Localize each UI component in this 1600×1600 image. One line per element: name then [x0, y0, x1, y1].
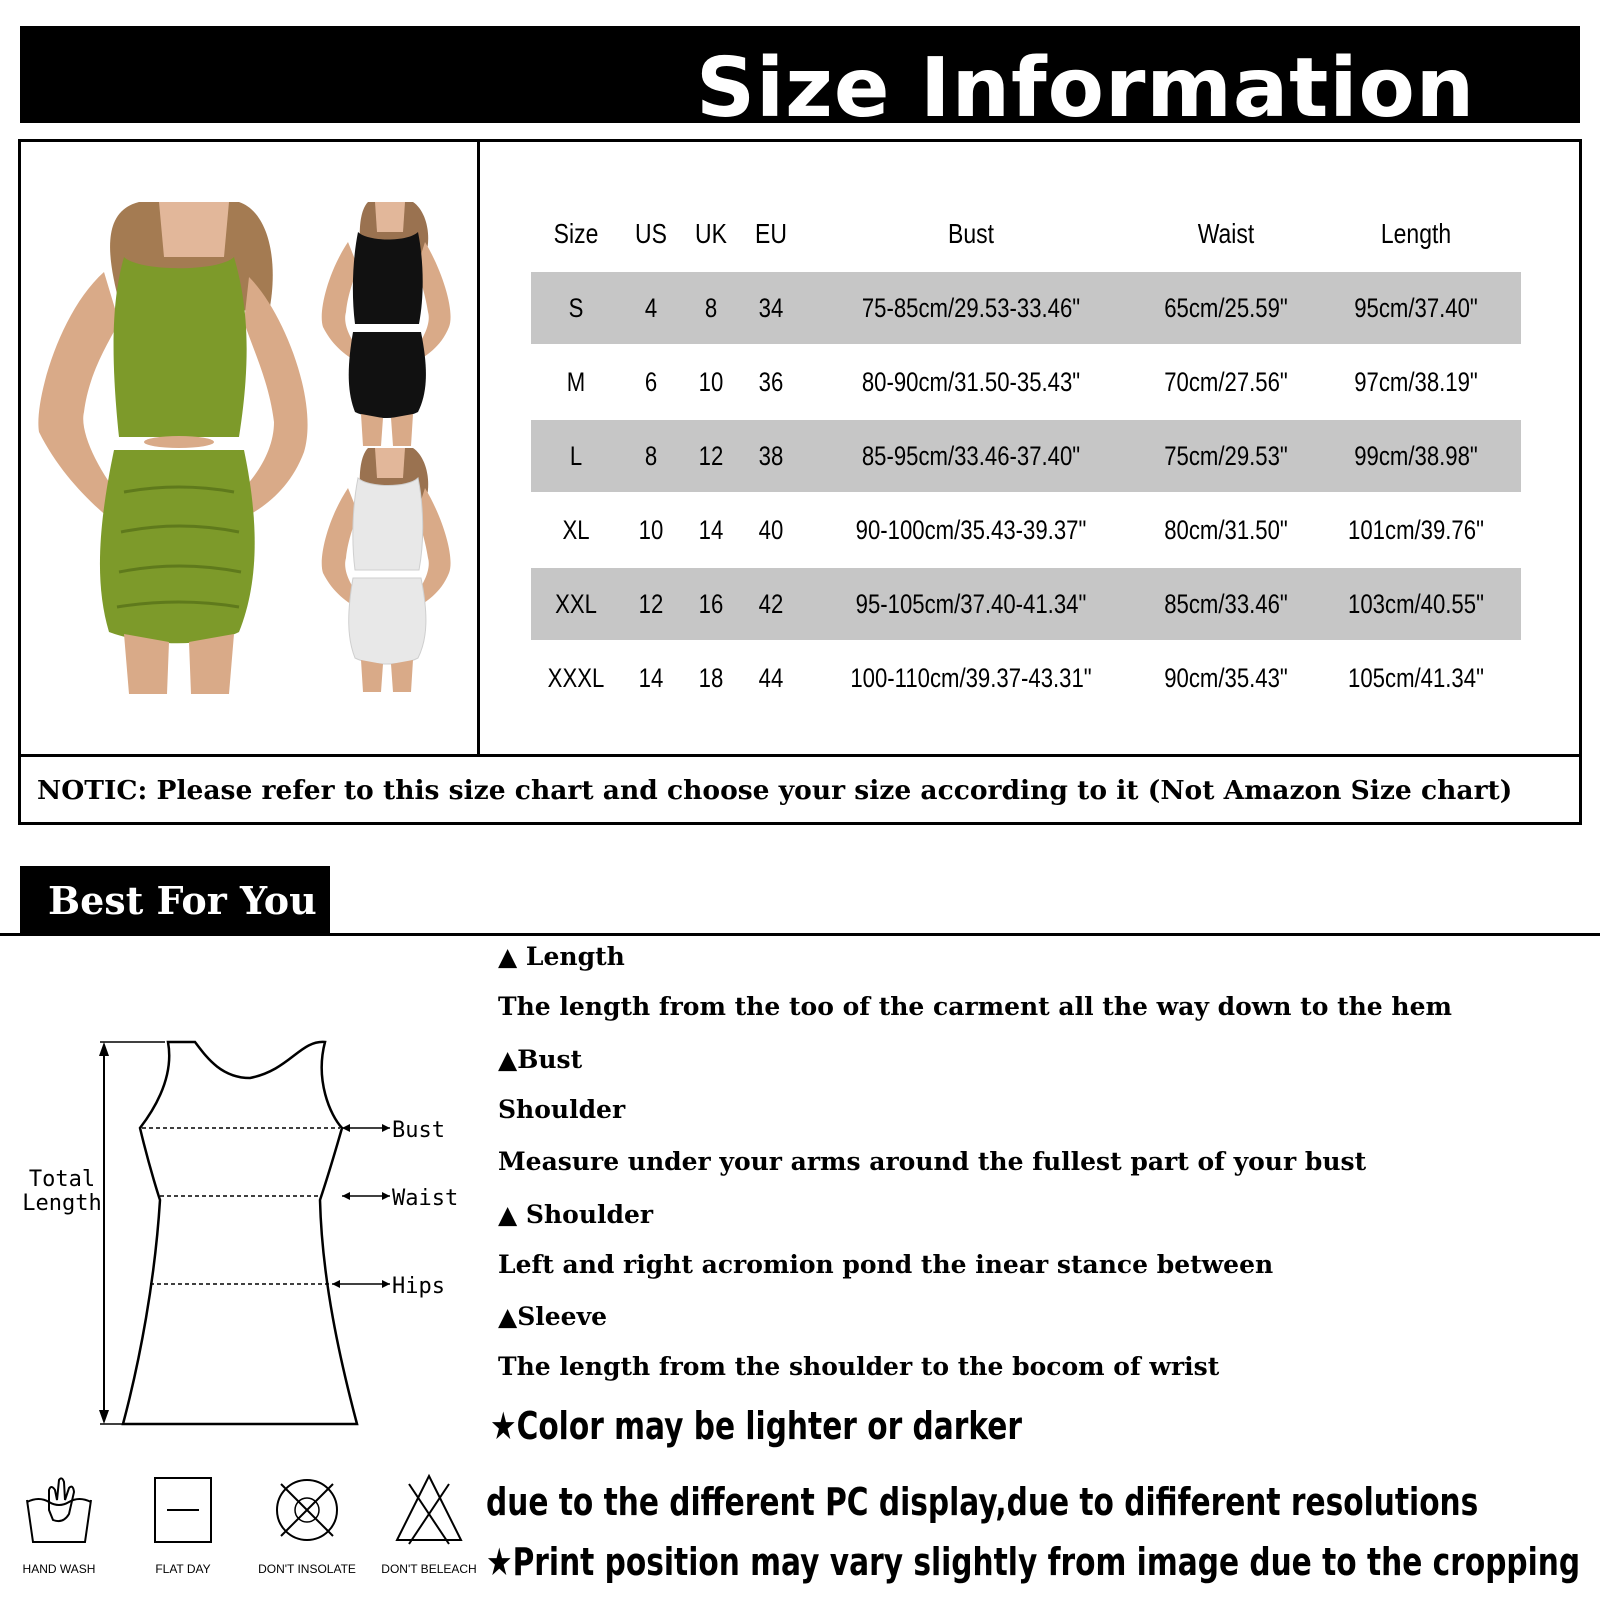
- best-for-you-title: Best For You: [48, 878, 317, 923]
- table-cell: 65cm/25.59": [1164, 293, 1288, 323]
- table-cell: 95cm/37.40": [1354, 293, 1478, 323]
- flat-dry-icon: [143, 1470, 223, 1550]
- table-cell: 4: [644, 293, 658, 323]
- table-row: [531, 494, 1521, 566]
- dress-measurement-diagram: [0, 1000, 480, 1440]
- table-cell: 80cm/31.50": [1164, 515, 1288, 545]
- table-cell: 95-105cm/37.40-41.34": [855, 589, 1087, 619]
- care-item: [252, 1470, 362, 1590]
- table-cell: S: [568, 293, 584, 323]
- size-notice: NOTIC: Please refer to this size chart and choose your size according to it (Not Amazon Size chart): [37, 775, 1513, 806]
- table-cell: 8: [704, 293, 718, 323]
- total-length-label: Total: [28, 1167, 96, 1192]
- table-cell: 36: [758, 367, 784, 397]
- care-label: FLAT DAY: [155, 1562, 211, 1576]
- column-divider: [477, 142, 480, 754]
- table-cell: 42: [758, 589, 784, 619]
- header-bar: [20, 26, 1580, 136]
- table-row: [531, 420, 1521, 492]
- table-cell: 10: [638, 515, 664, 545]
- size-info-box: [18, 139, 1582, 825]
- dont-bleach-icon: [389, 1470, 469, 1550]
- column-header: Bust: [948, 218, 994, 249]
- print-note: ★Print position may vary slightly from image due to the cropping: [486, 1540, 1581, 1584]
- page-title: Size Information: [696, 41, 1476, 136]
- table-cell: 18: [698, 663, 724, 693]
- table-cell: XXL: [555, 589, 597, 619]
- care-label: HAND WASH: [22, 1562, 96, 1576]
- table-cell: 44: [758, 663, 784, 693]
- table-cell: 90-100cm/35.43-39.37": [855, 515, 1087, 545]
- table-cell: L: [569, 441, 583, 471]
- care-label: DON'T INSOLATE: [258, 1562, 356, 1576]
- measurement-text-bust: Measure under your arms around the fullest part of your bust: [498, 1147, 1367, 1176]
- column-header: Waist: [1197, 218, 1255, 249]
- column-header: Length: [1380, 218, 1452, 249]
- table-cell: 16: [698, 589, 724, 619]
- total-length-label: Length: [22, 1191, 102, 1216]
- care-item: [4, 1470, 114, 1590]
- table-cell: 100-110cm/39.37-43.31": [850, 663, 1092, 693]
- table-cell: 99cm/38.98": [1354, 441, 1478, 471]
- waist-label: Waist: [392, 1186, 459, 1211]
- section-divider: [0, 933, 1600, 936]
- table-cell: 75-85cm/29.53-33.46": [861, 293, 1081, 323]
- table-cell: 40: [758, 515, 784, 545]
- best-for-you-banner: [20, 866, 330, 935]
- color-note: ★Color may be lighter or darker: [490, 1404, 1023, 1448]
- table-cell: 38: [758, 441, 784, 471]
- display-note: due to the different PC display,due to dififerent resolutions: [486, 1480, 1479, 1524]
- table-row: [531, 346, 1521, 418]
- table-cell: 6: [644, 367, 658, 397]
- dont-insolate-icon: [267, 1470, 347, 1550]
- table-cell: 85cm/33.46": [1164, 589, 1288, 619]
- product-photo-black: [313, 202, 459, 446]
- measurement-heading-sleeve: ▲Sleeve: [498, 1302, 608, 1331]
- table-cell: 8: [644, 441, 658, 471]
- measurement-text-sleeve: The length from the shoulder to the bocom of wrist: [498, 1352, 1220, 1381]
- table-cell: 12: [638, 589, 664, 619]
- table-cell: 14: [638, 663, 664, 693]
- column-header: UK: [695, 218, 727, 249]
- product-photo-green: [29, 202, 311, 694]
- table-cell: 90cm/35.43": [1164, 663, 1288, 693]
- table-cell: XXXL: [547, 663, 605, 693]
- column-header: Size: [553, 218, 599, 249]
- table-row: [531, 272, 1521, 344]
- measurement-text-shoulder-detail: Left and right acromion pond the inear stance between: [498, 1250, 1274, 1279]
- table-cell: 70cm/27.56": [1164, 367, 1288, 397]
- table-cell: M: [566, 367, 586, 397]
- table-cell: XL: [562, 515, 590, 545]
- table-cell: 10: [698, 367, 724, 397]
- column-header: EU: [755, 218, 787, 249]
- bust-label: Bust: [392, 1118, 445, 1143]
- table-row: [531, 568, 1521, 640]
- table-cell: 101cm/39.76": [1348, 515, 1484, 545]
- measurement-heading-bust: ▲Bust: [498, 1045, 583, 1074]
- table-cell: 97cm/38.19": [1354, 367, 1478, 397]
- table-cell: 12: [698, 441, 724, 471]
- measurement-text-shoulder: Shoulder: [498, 1095, 626, 1124]
- table-cell: 105cm/41.34": [1348, 663, 1484, 693]
- care-item: [374, 1470, 484, 1590]
- care-item: [128, 1470, 238, 1590]
- measurement-text-length: The length from the too of the carment all the way down to the hem: [498, 992, 1452, 1021]
- hips-label: Hips: [392, 1274, 445, 1299]
- table-cell: 103cm/40.55": [1348, 589, 1484, 619]
- hand-wash-icon: [19, 1470, 99, 1550]
- table-cell: 75cm/29.53": [1164, 441, 1288, 471]
- table-cell: 34: [758, 293, 784, 323]
- table-cell: 14: [698, 515, 724, 545]
- table-header-row: [531, 198, 1521, 270]
- notice-divider: [21, 754, 1579, 757]
- product-photos: [21, 142, 477, 754]
- measurement-heading-shoulder: ▲ Shoulder: [498, 1200, 654, 1229]
- care-label: DON'T BELEACH: [381, 1562, 477, 1576]
- table-cell: 85-95cm/33.46-37.40": [861, 441, 1081, 471]
- table-row: [531, 642, 1521, 714]
- product-photo-white: [313, 448, 459, 692]
- measurement-heading-length: ▲ Length: [498, 942, 625, 971]
- table-cell: 80-90cm/31.50-35.43": [861, 367, 1081, 397]
- column-header: US: [635, 218, 667, 249]
